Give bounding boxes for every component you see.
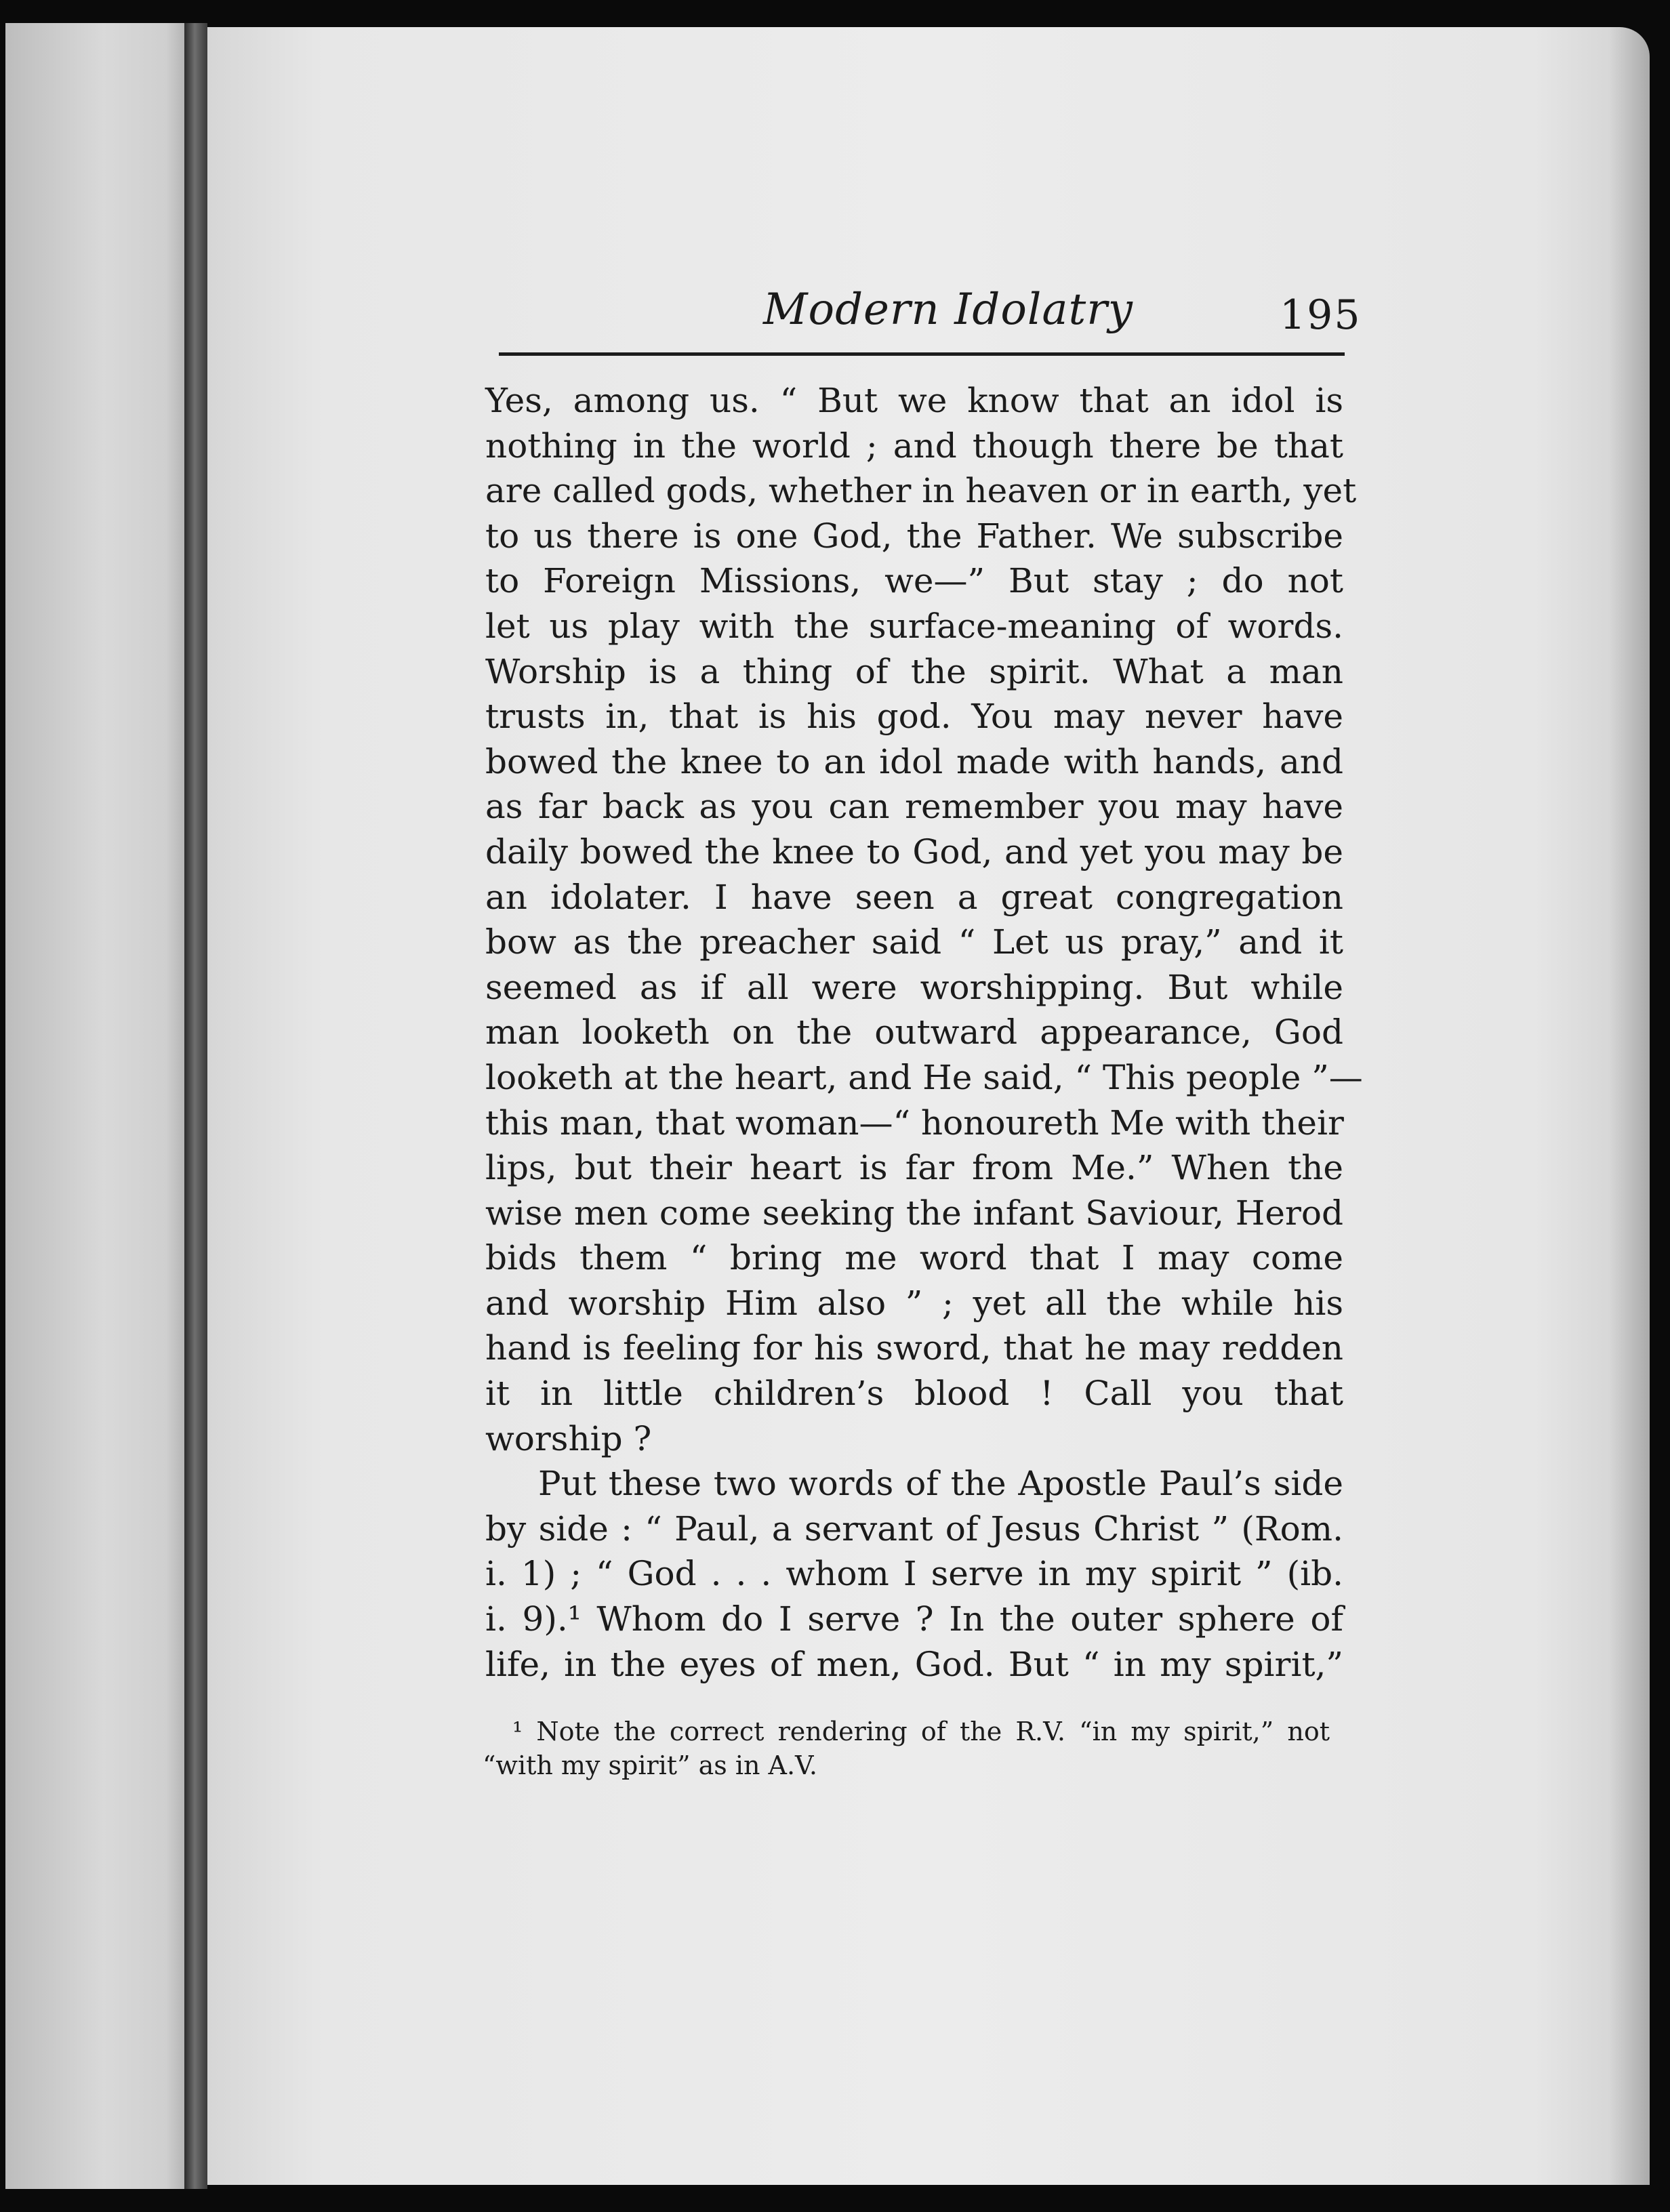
text-line: Worship is a thing of the spirit. What a man xyxy=(485,651,1343,691)
text-line: to us there is one God, the Father. We subscribe xyxy=(485,516,1343,556)
text-line: as far back as you can remember you may have xyxy=(485,787,1343,827)
page-edge-shadow xyxy=(1609,27,1650,2185)
book-gutter xyxy=(184,23,207,2189)
header-rule xyxy=(499,352,1345,356)
text-line: man looketh on the outward appearance, God xyxy=(485,1012,1343,1052)
text-line: and worship Him also ” ; yet all the while his xyxy=(485,1283,1343,1323)
text-line: it in little children’s blood ! Call you that xyxy=(485,1374,1343,1414)
text-line: bow as the preacher said “ Let us pray,” and it xyxy=(485,922,1343,962)
text-line: are called gods, whether in heaven or in earth, yet xyxy=(485,471,1357,511)
text-line: bids them “ bring me word that I may come xyxy=(485,1238,1343,1278)
text-line: an idolater. I have seen a great congregation xyxy=(485,877,1343,917)
text-line: by side : “ Paul, a servant of Jesus Christ ” (Rom. xyxy=(485,1509,1343,1549)
text-line: hand is feeling for his sword, that he may redden xyxy=(485,1328,1343,1368)
text-line: Yes, among us. “ But we know that an idol is xyxy=(485,381,1343,420)
facing-page-edge xyxy=(5,23,184,2189)
body-text xyxy=(485,378,1363,1687)
text-line: seemed as if all were worshipping. But while xyxy=(485,967,1343,1007)
text-line: nothing in the world ; and though there be that xyxy=(485,426,1343,466)
text-line: let us play with the surface-meaning of words. xyxy=(485,606,1343,646)
footnote-line: ¹ Note the correct rendering of the R.V. “in my spirit,” not xyxy=(512,1717,1330,1746)
text-line: bowed the knee to an idol made with hands, and xyxy=(485,741,1343,781)
text-line: life, in the eyes of men, God. But “ in my spirit,” xyxy=(485,1644,1343,1684)
text-line: i. 9).¹ Whom do I serve ? In the outer sphere of xyxy=(485,1599,1343,1639)
text-line: to Foreign Missions, we—” But stay ; do not xyxy=(485,561,1343,601)
footnotes xyxy=(483,1715,1330,1782)
page-number: 195 xyxy=(1280,291,1362,339)
text-line: lips, but their heart is far from Me.” When the xyxy=(485,1148,1343,1188)
running-title: Modern Idolatry xyxy=(763,285,1133,335)
footnote-line: “with my spirit” as in A.V. xyxy=(483,1750,817,1780)
text-line: daily bowed the knee to God, and yet you may be xyxy=(485,832,1343,872)
text-line: i. 1) ; “ God . . . whom I serve in my spirit ” (ib. xyxy=(485,1554,1343,1594)
text-line: worship ? xyxy=(485,1418,652,1458)
text-line: wise men come seeking the infant Saviour, Herod xyxy=(485,1193,1343,1233)
text-line: trusts in, that is his god. You may never have xyxy=(485,697,1343,737)
text-line: looketh at the heart, and He said, “ This people ”— xyxy=(485,1057,1363,1097)
text-line: Put these two words of the Apostle Paul’s side xyxy=(538,1464,1343,1504)
text-line: this man, that woman—“ honoureth Me with their xyxy=(485,1103,1344,1143)
